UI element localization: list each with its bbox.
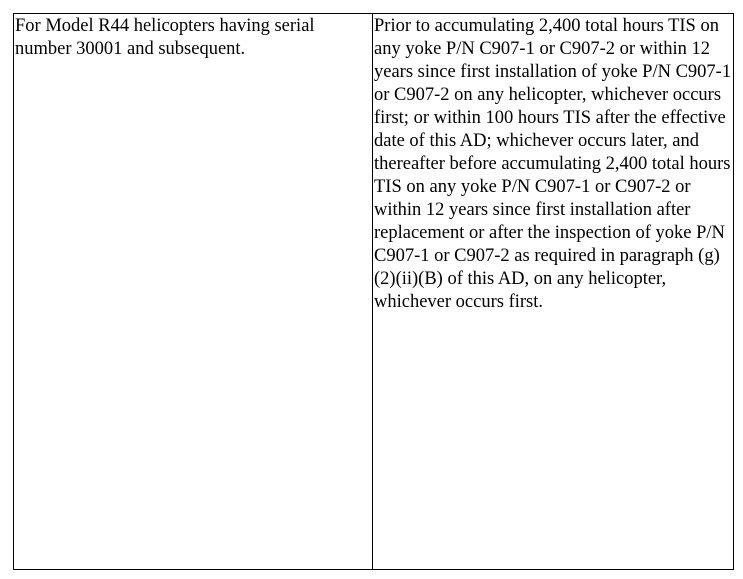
applicability-cell	[14, 14, 373, 570]
applicability-text: For Model R44 helicopters having serial number 30001 and subsequent.	[15, 16, 315, 59]
compliance-time-text: Prior to accumulating 2,400 total hours TIS on any yoke P/N C907-1 or C907-2 or within 12 years since first installation of yoke P/N C907-1 or C907-2 on any helicopter, whichever occurs first; or within 100 hours TIS after the effective date of this AD; whichever occurs later, and thereafter before accumulating 2,400 total hours TIS on any yoke P/N C907-1 or C907-2 or within 12 years since first installation after replacement or after the inspection of yoke P/N C907-1 or C907-2 as required in paragraph (g)(2)(ii)(B) of this AD, on any helicopter, whichever occurs first.	[374, 16, 732, 312]
compliance-time-cell	[373, 14, 734, 570]
table-row	[14, 14, 734, 570]
ad-compliance-table	[13, 13, 734, 570]
